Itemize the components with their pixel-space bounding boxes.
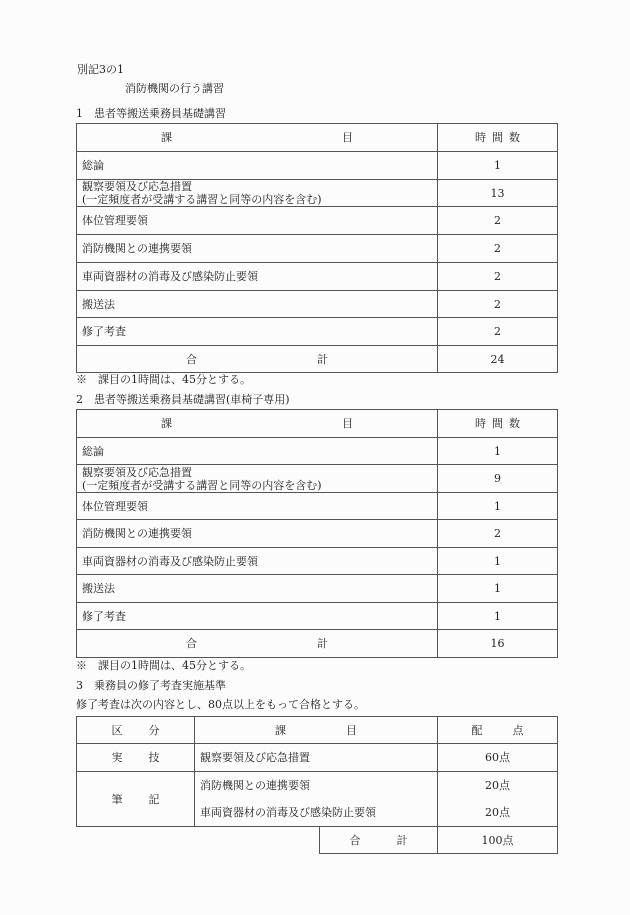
section2-heading: 2 患者等搬送乗務員基礎講習(車椅子専用) xyxy=(76,393,290,406)
table-row xyxy=(77,438,558,465)
total-hours: 16 xyxy=(438,630,558,658)
subject-cell: 総論 xyxy=(77,152,438,180)
subject-cell: 修了考査 xyxy=(77,318,438,346)
table-row xyxy=(77,493,558,520)
subject-cell xyxy=(77,180,438,207)
subject-cell: 搬送法 xyxy=(77,575,438,603)
table-row xyxy=(77,291,558,318)
table-header-row xyxy=(77,717,558,744)
subject-cell xyxy=(77,465,438,493)
hours-cell: 2 xyxy=(438,291,558,318)
table-total-row xyxy=(77,630,558,658)
category-column-header: 区 分 xyxy=(77,717,195,744)
table-row xyxy=(77,235,558,263)
table-row xyxy=(77,465,558,493)
subject-main: 観察要領及び応急措置 xyxy=(82,465,192,479)
section3-heading: 3 乗務員の修了考査実施基準 xyxy=(76,679,226,692)
subject-cell: 車両資器材の消毒及び感染防止要領 xyxy=(77,548,438,575)
subject-column-header: 課 目 xyxy=(195,717,438,744)
subject-cell: 搬送法 xyxy=(77,291,438,318)
subject-cell: 総論 xyxy=(77,438,438,465)
total-label: 合 計 xyxy=(320,827,438,854)
category-cell: 筆 記 xyxy=(77,772,195,827)
category-cell: 実 技 xyxy=(77,744,195,772)
subject-cell: 車両資器材の消毒及び感染防止要領 xyxy=(77,263,438,291)
section2-note: ※ 課目の1時間は、45分とする。 xyxy=(76,659,251,672)
points-cell: 20点 xyxy=(438,800,558,827)
section1-heading: 1 患者等搬送乗務員基礎講習 xyxy=(76,107,226,120)
subject-cell: 車両資器材の消毒及び感染防止要領 xyxy=(195,800,438,827)
annex-label: 別記3の1 xyxy=(77,63,124,76)
subject-cell: 消防機関との連携要領 xyxy=(77,520,438,548)
table-row xyxy=(77,152,558,180)
hours-cell: 1 xyxy=(438,493,558,520)
section3-intro: 修了考査は次の内容とし、80点以上をもって合格とする。 xyxy=(76,698,365,711)
subject-cell: 体位管理要領 xyxy=(77,493,438,520)
total-label: 合 計 xyxy=(77,630,438,658)
subject-column-header: 課 目 xyxy=(77,124,438,152)
points-cell: 60点 xyxy=(438,744,558,772)
section1-hours-table xyxy=(76,123,558,373)
table-row xyxy=(77,603,558,630)
table-total-row xyxy=(77,827,558,854)
hours-cell: 13 xyxy=(438,180,558,207)
section2-hours-table xyxy=(76,409,558,658)
hours-cell: 1 xyxy=(438,548,558,575)
exam-criteria-table xyxy=(76,716,558,854)
hours-cell: 1 xyxy=(438,603,558,630)
table-row xyxy=(77,772,558,800)
subject-cell: 体位管理要領 xyxy=(77,207,438,235)
subject-note: (一定頻度者が受講する講習と同等の内容を含む) xyxy=(82,193,322,206)
subject-note: (一定頻度者が受講する講習と同等の内容を含む) xyxy=(82,478,322,492)
subject-cell: 消防機関との連携要領 xyxy=(77,235,438,263)
hours-cell: 2 xyxy=(438,263,558,291)
hours-cell: 2 xyxy=(438,520,558,548)
table-row xyxy=(77,575,558,603)
total-hours: 24 xyxy=(438,346,558,373)
table-total-row xyxy=(77,346,558,373)
table-header-row xyxy=(77,124,558,152)
subject-cell: 消防機関との連携要領 xyxy=(195,772,438,800)
hours-cell: 2 xyxy=(438,235,558,263)
points-cell: 20点 xyxy=(438,772,558,800)
document-title: 消防機関の行う講習 xyxy=(125,82,224,95)
table-row xyxy=(77,207,558,235)
table-row xyxy=(77,744,558,772)
hours-cell: 1 xyxy=(438,575,558,603)
table-row xyxy=(77,318,558,346)
hours-cell: 1 xyxy=(438,438,558,465)
table-row xyxy=(77,548,558,575)
hours-column-header: 時 間 数 xyxy=(438,410,558,438)
table-row xyxy=(77,520,558,548)
empty-cell xyxy=(77,827,320,854)
total-label: 合 計 xyxy=(77,346,438,373)
hours-column-header: 時 間 数 xyxy=(438,124,558,152)
table-row xyxy=(77,263,558,291)
hours-cell: 2 xyxy=(438,207,558,235)
table-row xyxy=(77,180,558,207)
hours-cell: 1 xyxy=(438,152,558,180)
section1-note: ※ 課目の1時間は、45分とする。 xyxy=(76,373,251,386)
hours-cell: 9 xyxy=(438,465,558,493)
total-points: 100点 xyxy=(438,827,558,854)
subject-cell: 観察要領及び応急措置 xyxy=(195,744,438,772)
subject-main: 観察要領及び応急措置 xyxy=(82,180,192,193)
points-column-header: 配 点 xyxy=(438,717,558,744)
subject-column-header: 課 目 xyxy=(77,410,438,438)
subject-cell: 修了考査 xyxy=(77,603,438,630)
table-header-row xyxy=(77,410,558,438)
hours-cell: 2 xyxy=(438,318,558,346)
